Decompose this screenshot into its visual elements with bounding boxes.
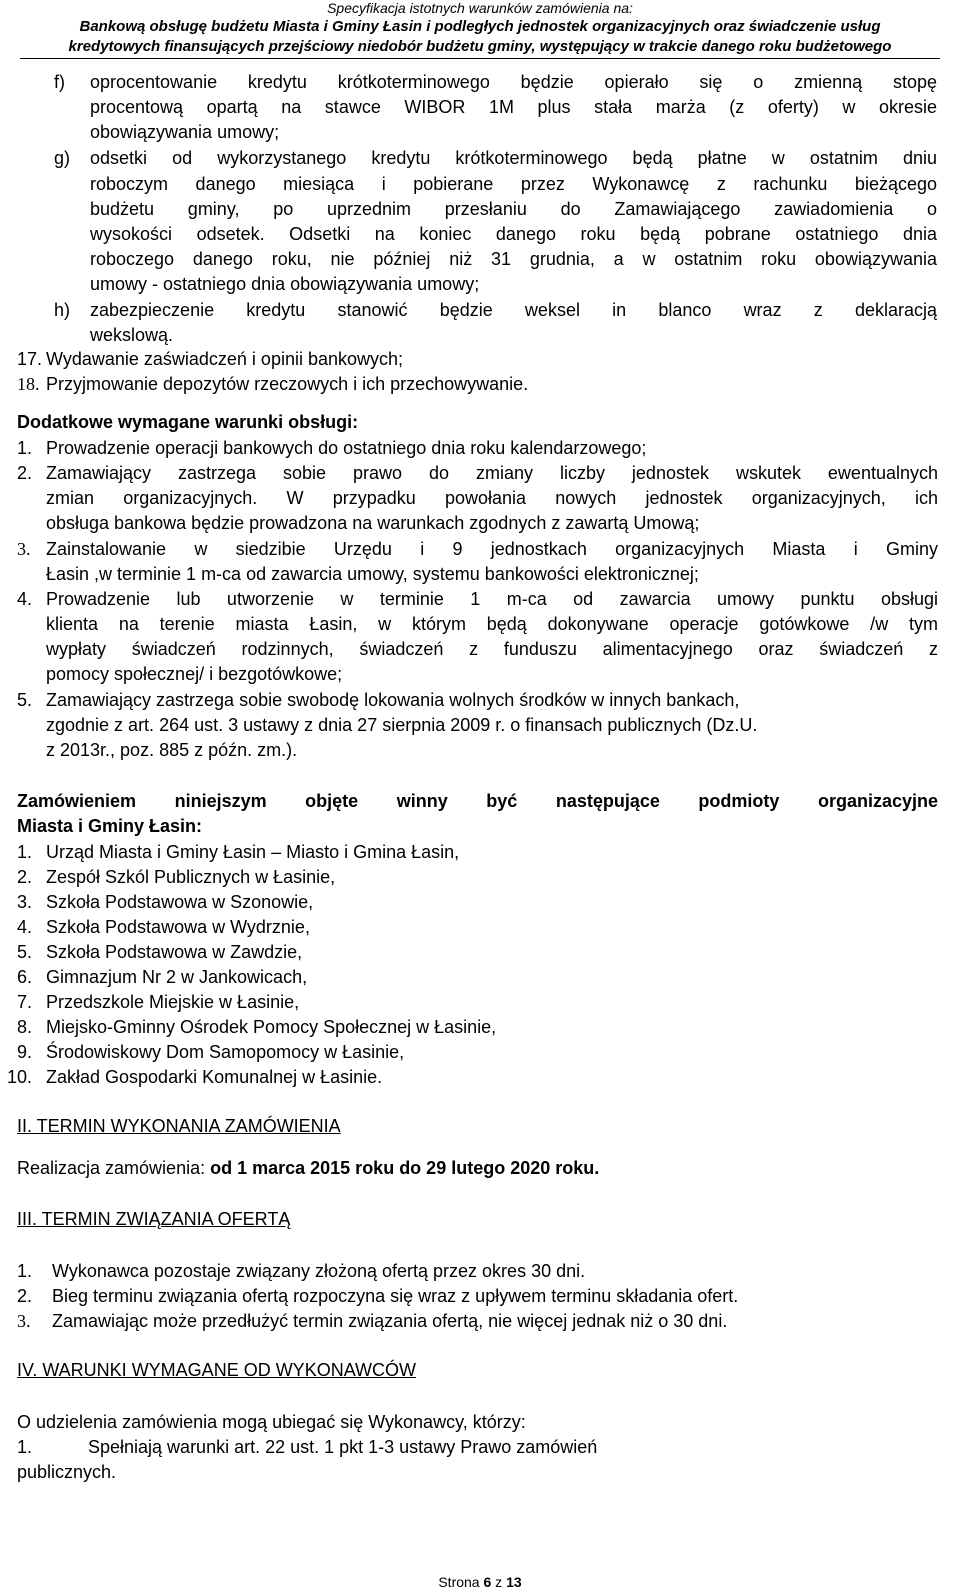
section-3-item-2-number: 2. [17,1286,33,1306]
header-divider [20,58,940,59]
footer-page-number: 6 [483,1574,492,1590]
entities-heading-line-2: Miasta i Gminy Łasin: [17,816,203,836]
additional-2-number: 2. [17,463,33,483]
entity-8-number: 8. [17,1017,33,1037]
additional-2-line-3: obsługa bankowa będzie prowadzona na warunkach zgodnych z zawartą Umową; [46,513,700,533]
additional-3-line-1: Zainstalowanie w siedzibie Urzędu i 9 jednostkach organizacyjnych Miasta i Gminy [46,539,938,559]
additional-heading: Dodatkowe wymagane warunki obsługi: [17,412,359,432]
condition-g-marker: g) [54,148,71,168]
section-4-item-1-number: 1. [17,1437,33,1457]
additional-3-number: 3. [17,539,31,559]
footer-separator: z [491,1574,507,1590]
section-3-item-1-text: Wykonawca pozostaje związany złożoną ofertą przez okres 30 dni. [52,1261,586,1281]
section-4-heading: IV. WARUNKI WYMAGANE OD WYKONAWCÓW [17,1360,417,1380]
additional-5-line-1: Zamawiający zastrzega sobie swobodę lokowania wolnych środków w innych bankach, [46,690,740,710]
condition-g-line-2: roboczym danego miesiąca i pobierane przez Wykonawcę z rachunku bieżącego [90,174,937,194]
section-3-item-2-text: Bieg terminu związania ofertą rozpoczyna się wraz z upływem terminu składania ofert. [52,1286,739,1306]
entity-4-name: Szkoła Podstawowa w Wydrznie, [46,917,310,937]
additional-5-line-2: zgodnie z art. 264 ust. 3 ustawy z dnia 27 sierpnia 2009 r. o finansach publicznych (Dz.U. [46,715,758,735]
section-3-heading: III. TERMIN ZWIĄZANIA OFERTĄ [17,1209,291,1229]
condition-f-line-2: procentową opartą na stawce WIBOR 1M plus stała marża (z oferty) w okresie [90,97,937,117]
entity-5-name: Szkoła Podstawowa w Zawdzie, [46,942,303,962]
footer-page-total: 13 [506,1574,522,1590]
additional-5-number: 5. [17,690,33,710]
entity-1-name: Urząd Miasta i Gminy Łasin – Miasto i Gmina Łasin, [46,842,460,862]
entity-4-number: 4. [17,917,33,937]
condition-h-line-1: zabezpieczenie kredytu stanowić będzie weksel in blanco wraz z deklaracją [90,300,937,320]
section-3-item-3-number: 3. [17,1311,31,1331]
entity-7-name: Przedszkole Miejskie w Łasinie, [46,992,300,1012]
section-2-dates: od 1 marca 2015 roku do 29 lutego 2020 roku. [210,1158,600,1178]
condition-g-line-1: odsetki od wykorzystanego kredytu krótkoterminowego będą płatne w ostatnim dniu [90,148,937,168]
entity-6-name: Gimnazjum Nr 2 w Jankowicach, [46,967,308,987]
section-4-item-1-line-2: publicznych. [17,1462,117,1482]
condition-f-line-3: obowiązywania umowy; [90,122,280,142]
entity-1-number: 1. [17,842,33,862]
condition-h-line-2: wekslową. [90,325,174,345]
additional-1-number: 1. [17,438,33,458]
additional-4-line-1: Prowadzenie lub utworzenie w terminie 1 m-ca od zawarcia umowy punktu obsługi [46,589,938,609]
condition-f-marker: f) [54,72,65,92]
entity-6-number: 6. [17,967,33,987]
additional-3-line-2: Łasin ,w terminie 1 m-ca od zawarcia umowy, systemu bankowości elektronicznej; [46,564,699,584]
entity-3-number: 3. [17,892,33,912]
section-2-heading: II. TERMIN WYKONANIA ZAMÓWIENIA [17,1116,341,1136]
section-2-prefix: Realizacja zamówienia: [17,1158,211,1178]
condition-g-line-4: wysokości odsetek. Odsetki na koniec danego roku będą pobrane ostatniego dnia [90,224,937,244]
header-title-line-1: Bankową obsługę budżetu Miasta i Gminy Łasin i podległych jednostek organizacyjnych oraz świadczenie usług [79,18,881,35]
section-4-intro: O udzielenia zamówienia mogą ubiegać się Wykonawcy, którzy: [17,1412,526,1432]
page-footer [0,1574,960,1590]
section-3-item-3-text: Zamawiając może przedłużyć termin związania ofertą, nie więcej jednak niż o 30 dni. [52,1311,728,1331]
entity-10-number: 10. [7,1067,33,1087]
entity-9-number: 9. [17,1042,33,1062]
header-subtitle: Specyfikacja istotnych warunków zamówienia na: [327,0,633,16]
additional-5-line-3: z 2013r., poz. 885 z późn. zm.). [46,740,298,760]
additional-2-line-1: Zamawiający zastrzega sobie prawo do zmiany liczby jednostek wskutek ewentualnych [46,463,938,483]
additional-4-line-2: klienta na terenie miasta Łasin, w którym będą dokonywane operacje gotówkowe /w tym [46,614,938,634]
entity-3-name: Szkoła Podstawowa w Szonowie, [46,892,314,912]
entity-2-number: 2. [17,867,33,887]
entity-7-number: 7. [17,992,33,1012]
service-17-number: 17. [17,349,43,369]
section-3-item-1-number: 1. [17,1261,33,1281]
additional-1-line-1: Prowadzenie operacji bankowych do ostatniego dnia roku kalendarzowego; [46,438,647,458]
entity-10-name: Zakład Gospodarki Komunalnej w Łasinie. [46,1067,383,1087]
footer-prefix: Strona [438,1574,484,1590]
section-4-item-1-line-1: Spełniają warunki art. 22 ust. 1 pkt 1-3 ustawy Prawo zamówień [88,1437,598,1457]
entity-5-number: 5. [17,942,33,962]
service-18-text: Przyjmowanie depozytów rzeczowych i ich przechowywanie. [46,374,529,394]
service-18-number: 18. [17,374,40,394]
additional-4-line-4: pomocy społecznej/ i bezgotówkowe; [46,664,343,684]
condition-g-line-3: budżetu gminy, po uprzednim przesłaniu do Zamawiającego zawiadomienia o [90,199,937,219]
condition-f-line-1: oprocentowanie kredytu krótkoterminowego będzie opierało się o zmienną stopę [90,72,937,92]
entities-heading-line-1: Zamówieniem niniejszym objęte winny być następujące podmioty organizacyjne [17,791,938,811]
entity-8-name: Miejsko-Gminny Ośrodek Pomocy Społecznej w Łasinie, [46,1017,497,1037]
condition-g-line-5: roboczego danego roku, nie później niż 31 grudnia, a w ostatnim roku obowiązywania [90,249,937,269]
additional-2-line-2: zmian organizacyjnych. W przypadku powołania nowych jednostek organizacyjnych, ich [46,488,938,508]
header-title-line-2: kredytowych finansujących przejściowy niedobór budżetu gminy, występujący w trakcie danego roku budżetowego [68,38,892,55]
service-17-text: Wydawanie zaświadczeń i opinii bankowych; [46,349,404,369]
additional-4-number: 4. [17,589,33,609]
additional-4-line-3: wypłaty świadczeń rodzinnych, świadczeń z funduszu alimentacyjnego oraz świadczeń z [46,639,938,659]
condition-g-line-6: umowy - ostatniego dnia obowiązywania umowy; [90,274,480,294]
section-2-realization [17,1156,938,1181]
condition-h-marker: h) [54,300,71,320]
entity-9-name: Środowiskowy Dom Samopomocy w Łasinie, [46,1042,405,1062]
entity-2-name: Zespół Szkól Publicznych w Łasinie, [46,867,336,887]
